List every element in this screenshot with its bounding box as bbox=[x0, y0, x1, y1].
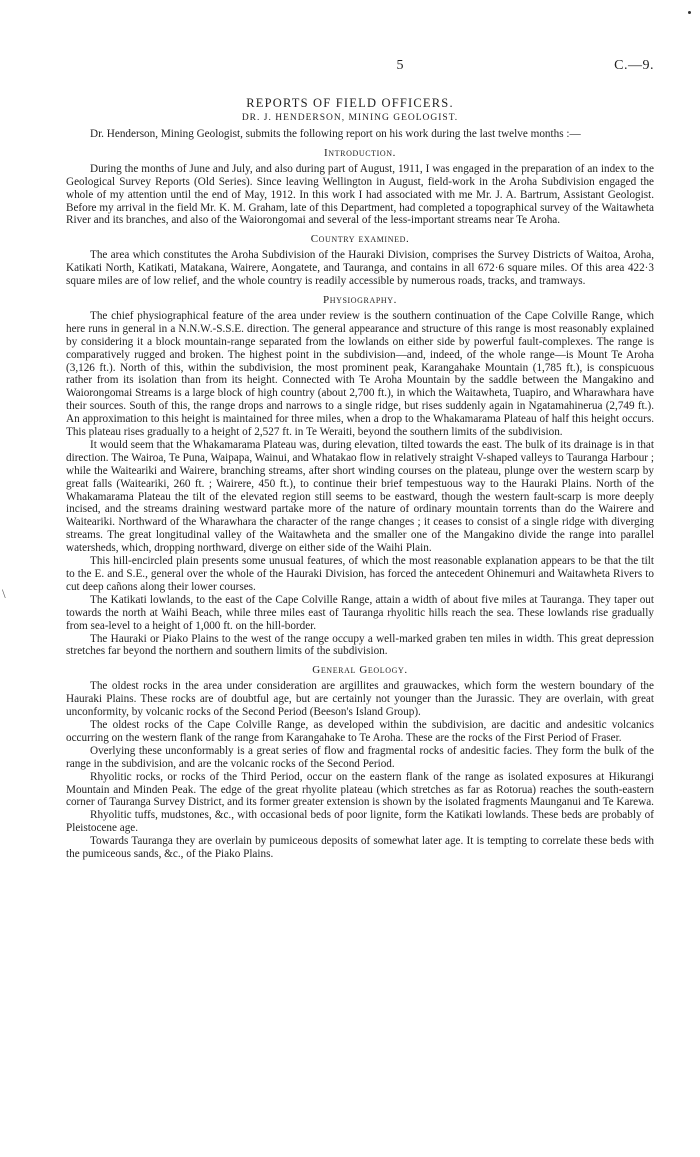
report-title: REPORTS OF FIELD OFFICERS. bbox=[246, 96, 454, 110]
paragraph: The area which constitutes the Aroha Subdivision of the Hauraki Division, comprises the Survey Districts of Waitoa, Aroha, Katikati North, Katikati, Matakana, Wairere, Aongatete, and Tauranga, and contains in all 672·6 square miles. Of this area 422·3 square miles are of low relief, and the whole country is readily accessible by numerous roads, tracks, and tramways. bbox=[66, 249, 654, 288]
page-header bbox=[60, 58, 660, 78]
paragraph: It would seem that the Whakamarama Plateau was, during elevation, tilted towards the east. The bulk of its drainage is in that direction. The Wairoa, Te Puna, Waipapa, Wainui, and Whatakao flow in relatively straight V-shaped valleys to Tauranga Harbour ; while the Waiteariki and Wairere, branching streams, after short winding courses on the plateau, plunge over the western scarp by great falls (Waiteariki, 260 ft. ; Wairere, 450 ft.), to continue their brief tempestuous way to the Hauraki Plains. North of the Whakamarama Plateau the tilt of the elevated region still seems to be eastward, though the western fault-scarp is more deeply incised, and the streams draining westward partake more of the nature of ordinary mountain torrents than do the Wairere and Waiteariki. Northward of the Wharawhara the character of the range changes ; it ceases to consist of a single ridge with diverging streams. The great longitudinal valley of the Waitawheta and the smaller one of the Mangakino divide the range into parallel watersheds, which, dropping northward, diverge on either side of the Waihi Plain. bbox=[66, 438, 654, 555]
paragraph: The Hauraki or Piako Plains to the west of the range occupy a well-marked graben ten miles in width. This great depression stretches far beyond the northern and southern limits of the subdivision. bbox=[66, 632, 654, 658]
section-heading-general-geology: General Geology. bbox=[312, 664, 408, 677]
section-heading-physiography: Physiography. bbox=[322, 293, 397, 306]
intro-paragraph: Dr. Henderson, Mining Geologist, submits the following report on his work during the last twelve months :— bbox=[90, 128, 581, 140]
paragraph: The oldest rocks of the Cape Colville Range, as developed within the subdivision, are dacitic and andesitic volcanics occurring on the western flank of the range from Karangahake to Te Aroha. These are the rocks of the First Period of Fraser. bbox=[66, 718, 654, 744]
section-heading-country-examined: Country examined. bbox=[310, 233, 410, 246]
paragraph: Rhyolitic tuffs, mudstones, &c., with occasional beds of poor lignite, form the Katikati lowlands. These beds are probably of Pleistocene age. bbox=[66, 809, 654, 835]
paragraph: Overlying these unconformably is a great series of flow and fragmental rocks of andesitic facies. They form the bulk of the range in the subdivision, and are the volcanic rocks of the Second Period. bbox=[66, 744, 654, 770]
margin-mark: \ bbox=[2, 586, 6, 601]
document-reference: C.—9. bbox=[614, 58, 654, 73]
paragraph: The chief physiographical feature of the area under review is the southern continuation of the Cape Colville Range, which here runs in general in a N.N.W.-S.S.E. direction. The general appearance and structure of this range is most reasonably explained by considering it a block mountain-range separated from the lowlands on either side by powerful fault-complexes. The range is comparatively rugged and broken. The highest point in the subdivision—and, indeed, of the whole range—is Mount Te Aroha (3,126 ft.). North of this, within the subdivision, the most prominent peak, Karangahake Mountain (1,785 ft.), is conspicuous rather from its isolation than from its height. Connected with Te Aroha Mountain by the saddle between the Mangakino and Waiorongomai Streams is a large block of high country (about 2,700 ft.), in which the Waitawheta, Tuapiro, and Wharawhara have their sources. South of this, the range drops and narrows to a single ridge, but rises suddenly again in Ngatamahinerua (2,749 ft.). An approximation to this height is maintained for three miles, when a drop to the Whakamarama Plateau of half this height occurs. This plateau rises gradually to a height of 2,527 ft. in Te Weraiti, beyond the southern limits of the subdivision. bbox=[66, 309, 654, 439]
report-body bbox=[66, 128, 654, 861]
paragraph: Towards Tauranga they are overlain by pumiceous deposits of somewhat later age. It is tempting to correlate these beds with the pumiceous sands, &c., of the Piako Plains. bbox=[66, 835, 654, 861]
paragraph: The Katikati lowlands, to the east of the Cape Colville Range, attain a width of about five miles at Tauranga. They taper out towards the north at Waihi Beach, while three miles east of Tauranga rhyolitic hills reach the sea. These lowlands rise gradually from sea-level to a height of 1,000 ft. on the hill-border. bbox=[66, 593, 654, 632]
section-heading-introduction: Introduction. bbox=[324, 146, 396, 159]
report-subtitle: DR. J. HENDERSON, MINING GEOLOGIST. bbox=[241, 113, 459, 123]
paragraph: The oldest rocks in the area under consideration are argillites and grauwackes, which form the western boundary of the Hauraki Plains. These rocks are of doubtful age, but are certainly not younger than the Jurassic. They are overlain, with great unconformity, by volcanic rocks of the Second Period (Beeson's Island Group). bbox=[66, 680, 654, 719]
paragraph: Rhyolitic rocks, or rocks of the Third Period, occur on the eastern flank of the range as isolated exposures at Hikurangi Mountain and Minden Peak. The edge of the great rhyolite plateau (which stretches as far as Rotorua) reaches the south-eastern corner of Tauranga Survey District, and its former greater extension is shown by the isolated fragments Maunganui and Te Karewa. bbox=[66, 770, 654, 809]
paragraph: This hill-encircled plain presents some unusual features, of which the most reasonable explanation appears to be that the tilt to the E. and S.E., general over the whole of the Hauraki Division, has forced the antecedent Ohinemuri and Waitawheta Rivers to cut deep cañons along their lower courses. bbox=[66, 555, 654, 593]
page-number: 5 bbox=[396, 58, 404, 73]
ink-dot bbox=[688, 11, 691, 14]
paragraph: During the months of June and July, and also during part of August, 1911, I was engaged in the preparation of an index to the Geological Survey Reports (Old Series). Since leaving Wellington in August, field-work in the Aroha Subdivision engaged the whole of my attention until the end of May, 1912. In this work I had associated with me Mr. J. A. Bartrum, Assistant Geologist. Before my arrival in the field Mr. K. M. Graham, late of this Department, had completed a topographical survey of the Waitawheta River and its branches, and also of the Waiorongomai and several of the less-important streams near Te Aroha. bbox=[66, 162, 654, 227]
